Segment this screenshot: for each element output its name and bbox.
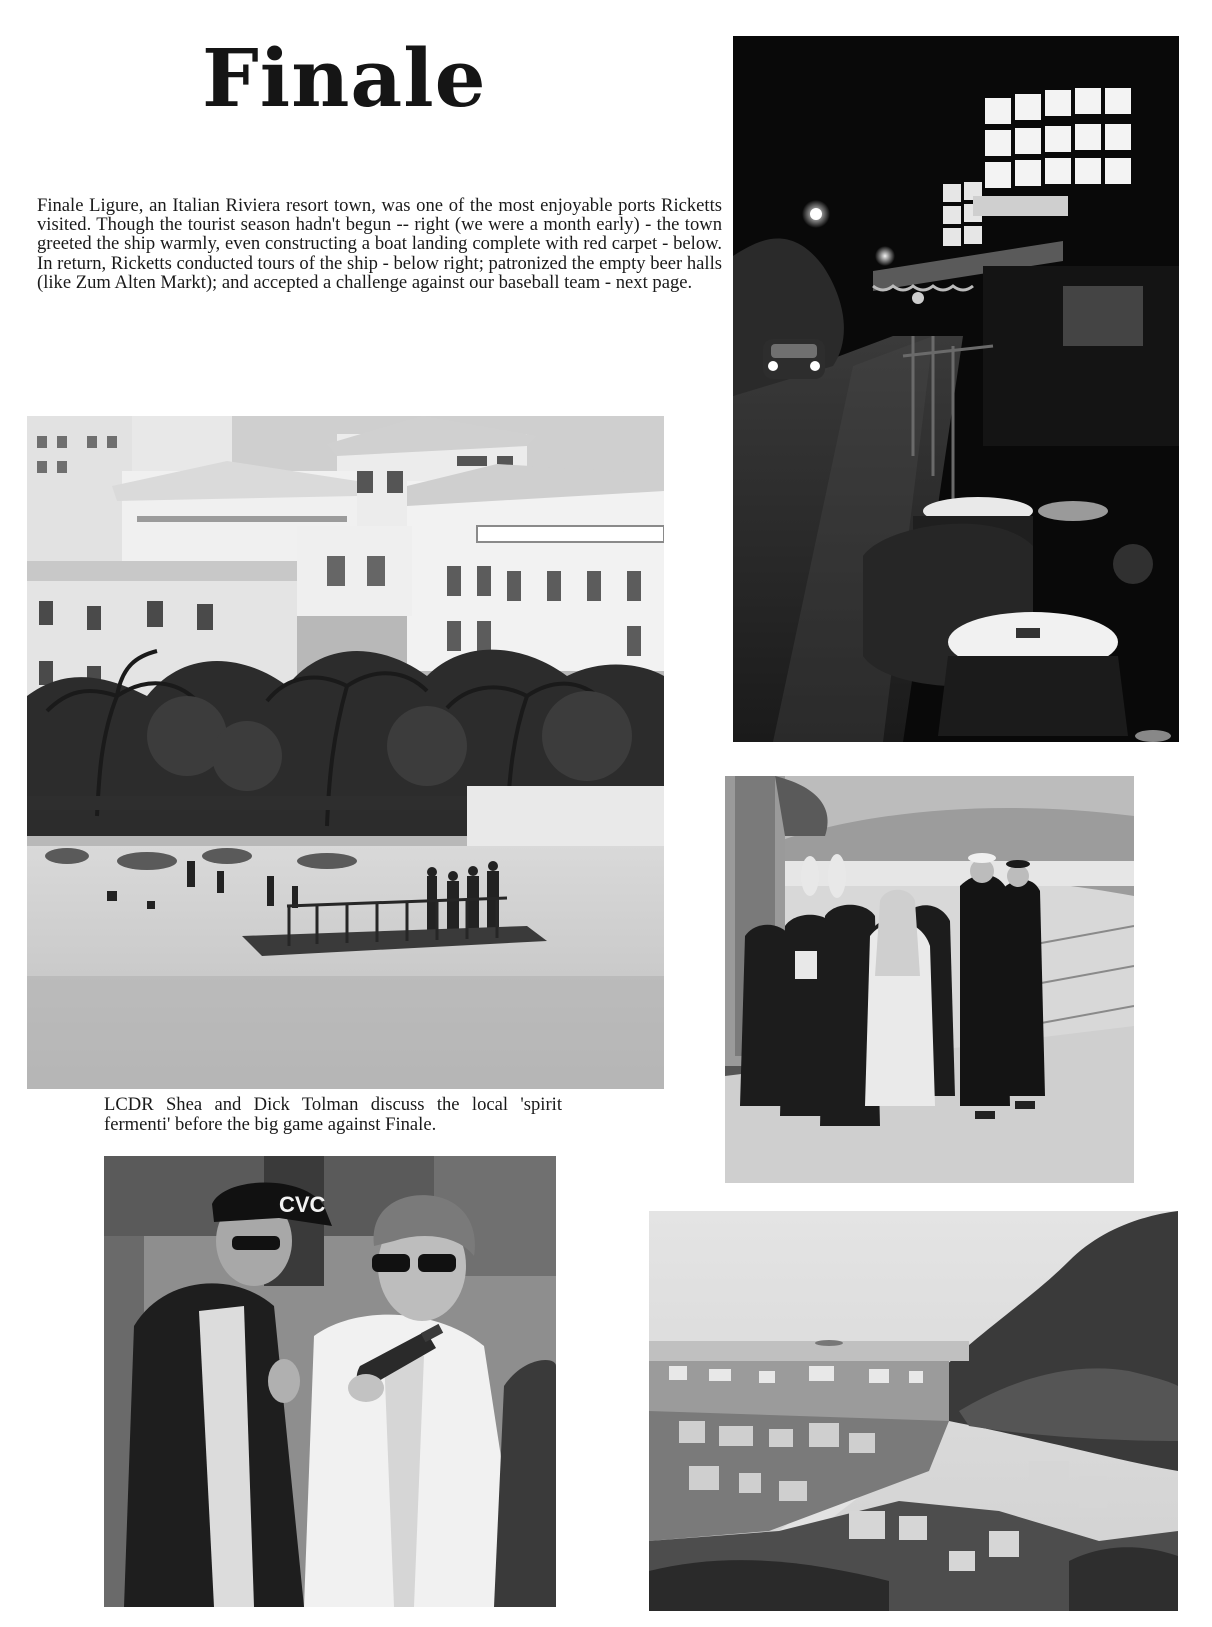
ship-deck-visitors-photo xyxy=(725,776,1134,1183)
intro-paragraph: Finale Ligure, an Italian Riviera resort town, was one of the most enjoyable ports Ricketts visited. Though the tourist season hadn't begun -- right (we were a month early) - the town greeted the ship warmly, even constructing a boat landing complete with red carpet - below. In return, Ricketts conducted tours of the ship - below right; patronized the empty beer halls (like Zum Alten Markt); and accepted a challenge against our baseball team - next page. xyxy=(37,195,722,293)
photo-caption: LCDR Shea and Dick Tolman discuss the local 'spirit fermenti' before the big game against Finale. xyxy=(104,1094,562,1135)
officers-discussion-photo xyxy=(104,1156,556,1607)
page-title: Finale xyxy=(202,31,487,125)
beach-boat-landing-photo xyxy=(27,416,664,1089)
cap-lettering: CVC xyxy=(279,1192,326,1217)
town-valley-view-photo xyxy=(649,1211,1178,1611)
night-street-photo xyxy=(733,36,1179,742)
